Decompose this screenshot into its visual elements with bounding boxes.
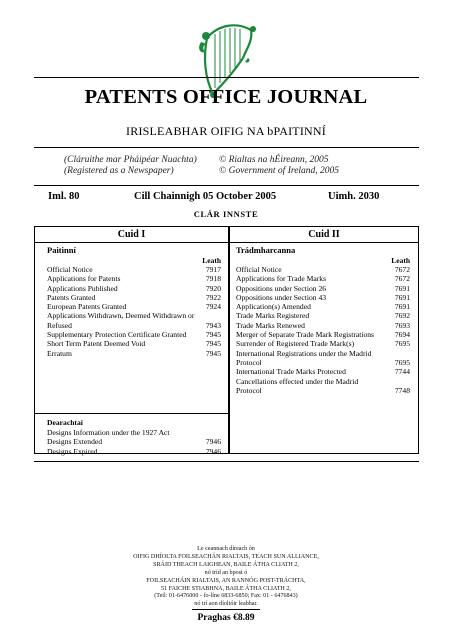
trademarks-entry-label: Protocol [236, 357, 262, 367]
part2-page-label: Leath [391, 256, 410, 265]
patents-entry-page: 7943 [205, 320, 221, 330]
trademarks-entry-page: 7748 [394, 385, 410, 395]
trademarks-entry-label: Protocol [236, 385, 262, 395]
trademarks-entry [236, 330, 410, 339]
patents-entry-label: Applications Published [47, 283, 118, 293]
designs-entry [47, 447, 221, 456]
patents-entry-page: 7945 [205, 339, 221, 349]
designs-entries [47, 428, 221, 456]
trademarks-entry-label: Application(s) Amended [236, 302, 311, 312]
sales-info-line: 51 FAICHE STIABHNA, BAILE ÁTHA CLIATH 2, [161, 585, 291, 592]
journal-title: PATENTS OFFICE JOURNAL [84, 86, 368, 108]
sales-info-line: FOILSEACHÁIN RIALTAIS, AN RANNÓG POST-TRÁCHTA, [146, 577, 306, 584]
part1-heading-rule [35, 242, 228, 243]
designs-entry-label: Designs Information under the 1927 Act [47, 428, 170, 437]
registration-notice-ga: (Cláruithe mar Pháipéar Nuachta) [64, 155, 197, 165]
patents-entry-label: Supplementary Protection Certificate Granted [47, 330, 187, 340]
patents-entry-label: Patents Granted [47, 292, 96, 302]
designs-entry [47, 437, 221, 446]
patents-entry-page: 7945 [205, 348, 221, 358]
trademarks-entry-page: 7693 [394, 320, 410, 330]
trademarks-entry-label: Applications for Trade Marks [236, 274, 327, 284]
part1-heading: Cuid I [117, 229, 146, 240]
sales-info-line: Le ceannach díreach ón [197, 546, 255, 552]
sales-info [0, 546, 452, 609]
part1-page-label: Leath [202, 256, 221, 265]
part2-heading: Cuid II [308, 229, 340, 240]
patents-entry [47, 339, 221, 348]
patents-entry-page: 7917 [205, 265, 221, 274]
trademarks-entry-label: Trade Marks Renewed [236, 320, 305, 330]
designs-section: Dearachtaí [47, 418, 83, 427]
patents-entry-label: Applications for Patents [47, 274, 121, 284]
copyright-notice [219, 155, 339, 177]
patents-entry-page: 7918 [205, 274, 221, 284]
trademarks-entry [236, 293, 410, 302]
trademarks-entry-label: International Trade Marks Protected [236, 367, 346, 377]
patents-entry [47, 349, 221, 358]
registration-notice-en: (Registered as a Newspaper) [64, 166, 174, 176]
sales-info-line: OIFIG DHÍOLTA FOILSEACHÁN RIALTAIS, TEACH SUN ALLIANCE, [133, 553, 319, 560]
journal-subtitle: IRISLEABHAR OIFIG NA bPAITINNÍ [126, 124, 326, 138]
sales-info-line: nó tríd an bpost ó [204, 569, 248, 576]
trademarks-entry-label: Trade Marks Registered [236, 311, 310, 321]
issue-place-date: Cill Chainnigh 05 October 2005 [134, 191, 277, 202]
toc-part2-box [229, 226, 419, 454]
title-rule [34, 147, 419, 148]
patents-entry-page: 7945 [205, 330, 221, 340]
trademarks-entry-label: Official Notice [236, 265, 282, 274]
trademarks-entry [236, 386, 410, 395]
trademarks-entry-page: 7691 [394, 302, 410, 312]
trademarks-entry-page: 7744 [394, 367, 410, 377]
patents-entry [47, 265, 221, 274]
designs-entry-page: 7946 [205, 437, 221, 447]
patents-entry [47, 311, 221, 320]
designs-entry [47, 428, 221, 437]
trademarks-entry [236, 284, 410, 293]
toc-part1-box [34, 226, 229, 454]
trademarks-entry [236, 302, 410, 311]
trademarks-entry-page: 7691 [394, 292, 410, 302]
trademarks-entry [236, 274, 410, 283]
designs-rule [35, 413, 228, 414]
trademarks-entry [236, 311, 410, 320]
registration-notice [64, 155, 197, 177]
designs-entry-label: Designs Expired [47, 446, 98, 456]
trademarks-entry [236, 265, 410, 274]
part1-entries [47, 265, 221, 358]
trademarks-entry [236, 358, 410, 367]
patents-entry [47, 321, 221, 330]
patents-entry-label: Applications Withdrawn, Deemed Withdrawn or [47, 311, 195, 321]
trademarks-entry-page: 7695 [394, 339, 410, 349]
top-rule [34, 77, 419, 78]
trademarks-entry [236, 377, 410, 386]
price: Praghas €8.89 [197, 613, 255, 623]
patents-entry-label: Refused [47, 320, 72, 330]
toc-bottom-rule [34, 461, 419, 462]
patents-entry-label: Official Notice [47, 265, 93, 274]
trademarks-entry-label: Oppositions under Section 43 [236, 292, 327, 302]
trademarks-entry-label: Oppositions under Section 26 [236, 283, 327, 293]
designs-entry-label: Designs Extended [47, 437, 103, 447]
issue-line [34, 191, 419, 206]
trademarks-entry [236, 321, 410, 330]
issue-number: Uimh. 2030 [328, 191, 380, 202]
part2-section: Trádmharcanna [236, 245, 296, 255]
patents-entry-page: 7924 [205, 302, 221, 312]
trademarks-entry [236, 339, 410, 348]
trademarks-entry [236, 367, 410, 376]
trademarks-entry [236, 349, 410, 358]
issue-volume: Iml. 80 [48, 191, 80, 202]
copyright-notice-en: © Government of Ireland, 2005 [219, 166, 340, 176]
trademarks-entry-label: International Registrations under the Madrid [236, 348, 372, 358]
trademarks-entry-page: 7692 [394, 311, 410, 321]
toc-title: CLÁR INNSTE [193, 209, 259, 219]
sales-info-line: SRÁID THEACH LAIGHEAN, BAILE ÁTHA CLIATH 2, [153, 561, 299, 568]
trademarks-entry-page: 7672 [394, 265, 410, 274]
patents-entry-label: Short Term Patent Deemed Void [47, 339, 146, 349]
patents-entry-page: 7922 [205, 292, 221, 302]
trademarks-entry-page: 7695 [394, 357, 410, 367]
patents-entry-page: 7920 [205, 283, 221, 293]
patents-entry [47, 293, 221, 302]
patents-entry [47, 302, 221, 311]
issue-top-rule [34, 185, 419, 186]
patents-entry-label: Erratum [47, 348, 72, 358]
patents-entry-label: European Patents Granted [47, 302, 127, 312]
trademarks-entry-page: 7691 [394, 283, 410, 293]
trademarks-entry-page: 7672 [394, 274, 410, 284]
trademarks-entry-label: Cancellations effected under the Madrid [236, 376, 359, 386]
trademarks-entry-label: Surrender of Registered Trade Mark(s) [236, 339, 355, 349]
patents-entry [47, 330, 221, 339]
part1-section: Paitinní [47, 245, 76, 255]
designs-entry-page: 7946 [205, 446, 221, 456]
copyright-notice-ga: © Rialtas na hÉireann, 2005 [219, 155, 329, 165]
patents-entry [47, 284, 221, 293]
price-rule [192, 609, 260, 610]
patents-entry [47, 274, 221, 283]
sales-info-line: nó trí aon díoltóir leabhar. [194, 601, 258, 608]
trademarks-entry-page: 7694 [394, 330, 410, 340]
sales-info-line: (Teil: 01-6476000 - fo-líne 6833-6850; Fax: 01 - 6476843) [154, 593, 298, 600]
trademarks-entry-label: Merger of Separate Trade Mark Registrations [236, 330, 374, 340]
part2-heading-rule [230, 242, 418, 243]
part2-entries [236, 265, 410, 395]
